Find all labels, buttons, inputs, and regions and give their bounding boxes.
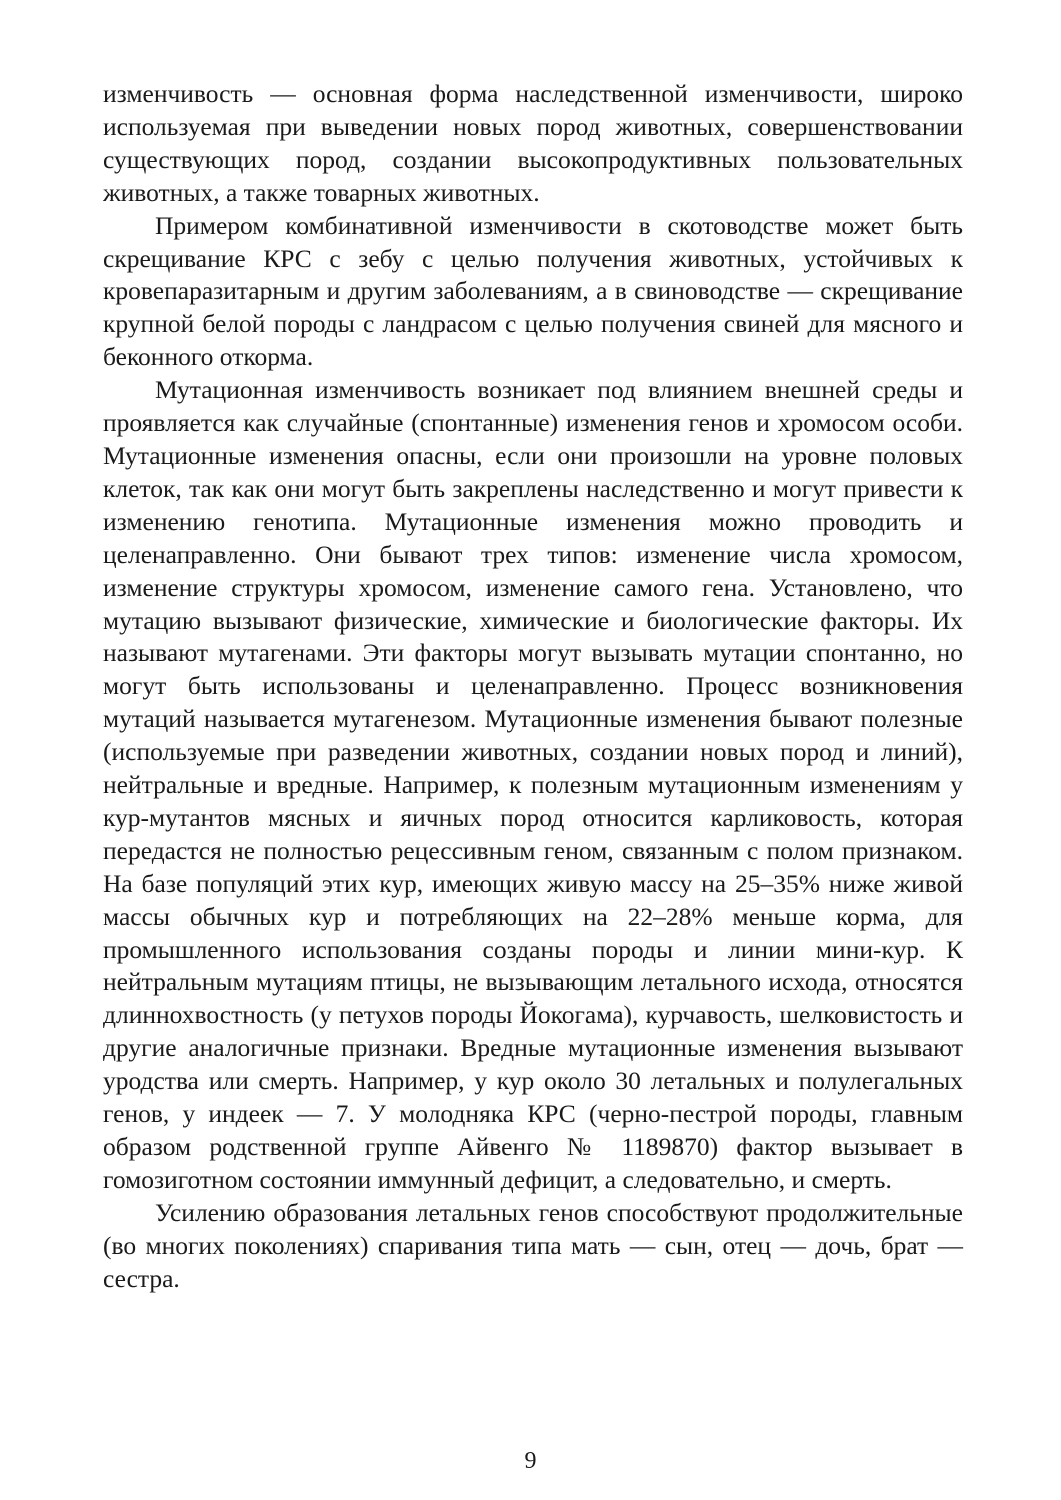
paragraph-continuation: изменчивость — основная форма наследственной изменчивости, широко используемая при выведении новых пород животных, совершенствовании существующих пород, создании высокопродуктивных пользовательных животных, а также товарных животных. (103, 79, 963, 207)
paragraph-combinative-example: Примером комбинативной изменчивости в скотоводстве может быть скрещивание КРС с зебу с целью получения животных, устойчивых к кровепаразитарным и другим заболеваниям, а в свиноводстве — скрещивание крупной белой породы с ландрасом с целью получения свиней для мясного и беконного откорма. (103, 210, 963, 372)
paragraph-mutational-variability: Мутационная изменчивость возникает под влиянием внешней среды и проявляется как случайные (спонтанные) изменения генов и хромосом особи. Мутационные изменения опасны, если они произошли на уровне половых клеток, так как они могут быть закреплены наследственно и могут привести к изменению генотипа. Мутационные изменения можно проводить и целенаправленно. Они бывают трех типов: изменение числа хромосом, изменение структуры хромосом, изменение самого гена. Установлено, что мутацию вызывают физические, химические и биологические факторы. Их называют мутагенами. Эти факторы могут вызывать мутации спонтанно, но могут быть использованы и целенаправленно. Процесс возникновения мутаций называется мутагенезом. Мутационные изменения бывают полезные (используемые при разведении животных, создании новых пород и линий), нейтральные и вредные. Например, к полезным мутационным изменениям у кур-мутантов мясных и яичных пород относится карликовость, которая передастся не полностью рецессивным геном, связанным с полом признаком. На базе популяций этих кур, имеющих живую массу на 25–35% ниже живой массы обычных кур и потребляющих на 22–28% меньше корма, для промышленного использования созданы породы и линии мини-кур. К нейтральным мутациям птицы, не вызывающим летального исхода, относятся длиннохвостность (у петухов породы Йокогама), курчавость, шелковистость и другие аналогичные признаки. Вредные мутационные изменения вызывают уродства или смерть. Например, у кур около 30 летальных и полулегальных генов, у индеек — 7. У молодняка КРС (черно-пестрой породы, главным образом родственной группе Айвенго № 1189870) фактор вызывает в гомозиготном состоянии иммунный дефицит, а следовательно, и смерть. (103, 375, 963, 1194)
page-number: 9 (524, 1448, 537, 1474)
paragraph-lethal-genes: Усилению образования летальных генов способствуют продолжительные (во многих поколениях) спаривания типа мать — сын, отец — дочь, брат — сестра. (103, 1197, 963, 1293)
body-text (103, 78, 963, 1296)
